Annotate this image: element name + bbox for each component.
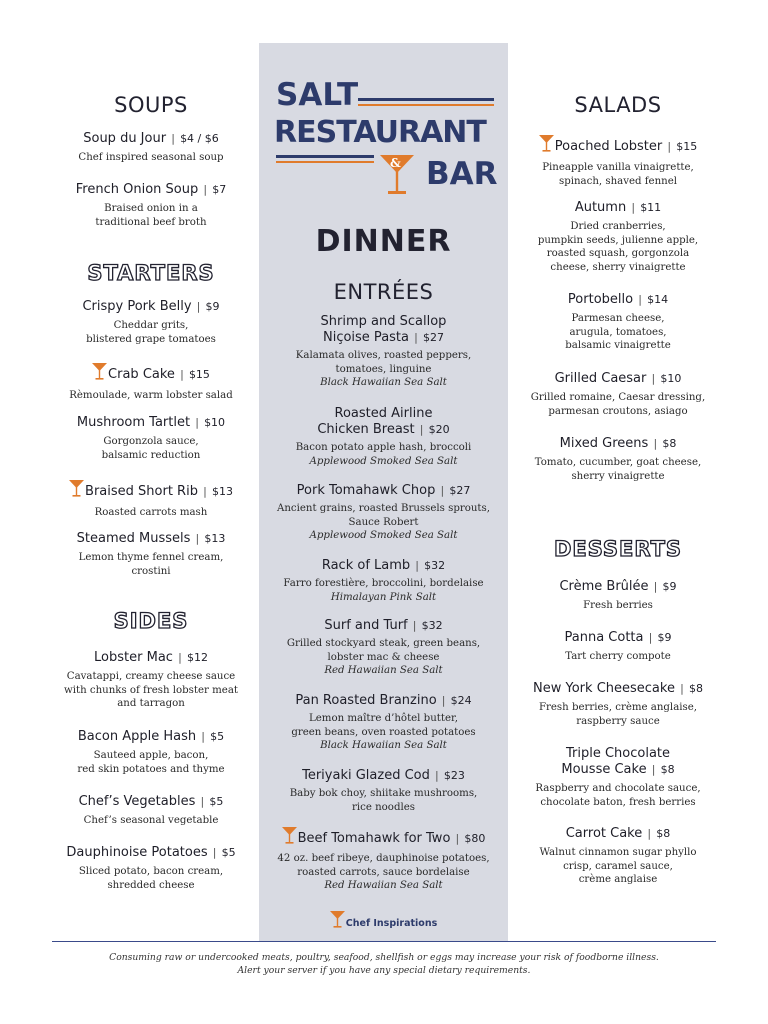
item-name: Mixed Greens [559,436,649,451]
item-price: $27 [423,331,444,344]
item-description: Braised onion in a traditional beef broth [95,203,207,228]
item-price: $10 [204,416,226,429]
item-name: Mousse Cake [561,762,647,777]
item-description: Tomato, cucumber, goat cheese, sherry vinaigrette [534,457,702,482]
menu-item: Grilled Caesar | $10 Grilled romaine, Caesar dressing, parmesan croutons, asiago [508,371,728,418]
item-price: $13 [211,485,233,498]
item-name: Autumn [574,200,627,215]
item-price: $5 [209,795,224,808]
item-name: Triple Chocolate [565,746,671,761]
item-name: New York Cheesecake [533,681,675,696]
item-price: $32 [421,619,443,632]
menu-item: Mushroom Tartlet | $10 Gorgonzola sauce, balsamic reduction [40,415,262,462]
disclaimer-line: Alert your server if you have any special dietary requirements. [237,964,531,976]
menu-item: Triple Chocolate Mousse Cake | $8 Raspberry and chocolate sauce, chocolate baton, fresh berries [508,746,728,809]
disclaimer [0,952,768,977]
item-name: Roasted Airline [334,406,433,421]
menu-item: Roasted Airline Chicken Breast | $20 Bacon potato apple hash, broccoli Applewood Smoked Sea Salt [259,406,508,469]
menu-item: Steamed Mussels | $13 Lemon thyme fennel cream, crostini [40,531,262,578]
item-price: $9 [657,631,672,644]
menu-item: Bacon Apple Hash | $5 Sauteed apple, bacon, red skin potatoes and thyme [40,729,262,776]
menu-item: Braised Short Rib | $13 Roasted carrots mash [40,480,262,520]
item-description: Raspberry and chocolate sauce, chocolate baton, fresh berries [535,783,701,808]
item-price: $7 [212,183,227,196]
martini-glass-icon [92,363,107,385]
item-description: Fresh berries, crème anglaise, raspberry sauce [538,702,698,727]
item-name: Teriyaki Glazed Cod [302,768,430,783]
item-name: Panna Cotta [564,630,644,645]
menu-item: Pork Tomahawk Chop | $27 Ancient grains, roasted Brussels sprouts, Sauce Robert Applewood Smoked Sea Salt [259,483,508,543]
menu-item: Poached Lobster | $15 Pineapple vanilla vinaigrette, spinach, shaved fennel [508,135,728,188]
item-description: Dried cranberries, pumpkin seeds, julienne apple, roasted squash, gorgonzola cheese, sherry vinaigrette [537,221,699,273]
item-description: Grilled stockyard steak, green beans, lobster mac & cheese [286,638,481,663]
middle-column [259,0,508,940]
item-price: $80 [464,832,486,845]
menu-title: DINNER [315,224,452,259]
item-name: Bacon Apple Hash [77,729,197,744]
item-name: Soup du Jour [83,131,167,146]
item-description: Fresh berries [583,600,653,611]
item-description: Parmesan cheese, arugula, tomatoes, balsamic vinaigrette [565,313,671,351]
menu-item: New York Cheesecake | $8 Fresh berries, crème anglaise, raspberry sauce [508,681,728,728]
soups-title: SOUPS [114,93,188,117]
item-price: $9 [205,300,220,313]
item-salt: Red Hawaiian Sea Salt [324,665,443,676]
item-name: Grilled Caesar [554,371,647,386]
footer-divider [52,941,716,942]
chef-inspirations-legend [259,911,508,932]
item-name: Lobster Mac [94,650,173,665]
menu-item: Pan Roasted Branzino | $24 Lemon maître d’hôtel butter, green beans, oven roasted potatoes Black Hawaiian Sea Salt [259,693,508,753]
logo-salt: SALT [276,77,359,113]
item-description: Kalamata olives, roasted peppers, tomatoes, linguine [295,350,472,375]
item-name: Mushroom Tartlet [76,415,191,430]
item-description: Chef inspired seasonal soup [78,152,224,163]
menu-item: Teriyaki Glazed Cod | $23 Baby bok choy, shiitake mushrooms, rice noodles [259,768,508,814]
item-name: Pork Tomahawk Chop [296,483,436,498]
item-description: Grilled romaine, Caesar dressing, parmesan croutons, asiago [530,392,706,417]
item-salt: Applewood Smoked Sea Salt [309,455,458,467]
item-price: $9 [662,580,677,593]
menu-item: Mixed Greens | $8 Tomato, cucumber, goat cheese, sherry vinaigrette [508,436,728,483]
item-price: $5 [221,846,236,859]
item-name: Poached Lobster [554,139,663,154]
salads-title: SALADS [574,93,662,117]
legend-label: Chef Inspirations [345,918,438,929]
item-price: $11 [640,201,662,214]
item-price: $12 [186,651,208,664]
item-name: Steamed Mussels [76,531,191,546]
menu-item: Soup du Jour | $4 / $6 Chef inspired seasonal soup [40,131,262,165]
item-name: Pan Roasted Branzino [295,693,437,708]
logo-restaurant: RESTAURANT [274,115,486,150]
menu-item: Crispy Pork Belly | $9 Cheddar grits, blistered grape tomatoes [40,299,262,346]
item-price: $23 [443,769,465,782]
item-description: Roasted carrots mash [94,507,208,518]
item-name: Niçoise Pasta [322,330,409,345]
logo-bar: BAR [426,156,498,192]
item-salt: Red Hawaiian Sea Salt [324,880,443,891]
menu-item: Beef Tomahawk for Two | $80 42 oz. beef ribeye, dauphinoise potatoes, roasted carrots, sauce bordelaise Red Hawaiian Sea Salt [259,827,508,893]
item-price: $20 [428,423,450,436]
item-price: $4 / $6 [180,132,219,145]
item-name: Dauphinoise Potatoes [66,845,208,860]
item-description: Lemon maître d’hôtel butter, green beans, oven roasted potatoes [291,713,476,738]
item-price: $8 [660,763,675,776]
menu-item: Chef’s Vegetables | $5 Chef’s seasonal vegetable [40,794,262,828]
menu-item: Crème Brûlée | $9 Fresh berries [508,579,728,613]
item-price: $14 [647,293,669,306]
item-description: Chef’s seasonal vegetable [83,815,219,826]
item-salt: Himalayan Pink Salt [330,591,437,603]
item-salt: Applewood Smoked Sea Salt [309,530,458,541]
item-price: $27 [449,484,471,497]
item-description: Lemon thyme fennel cream, crostini [78,552,224,577]
item-name: Crispy Pork Belly [82,299,192,314]
item-price: $5 [210,730,225,743]
menu-item: Crab Cake | $15 Rèmoulade, warm lobster salad [40,363,262,403]
menu-item: Autumn | $11 Dried cranberries, pumpkin seeds, julienne apple, roasted squash, gorgonzola cheese, sherry vinaigrette [508,200,728,274]
menu-item: Panna Cotta | $9 Tart cherry compote [508,630,728,664]
menu-item: Portobello | $14 Parmesan cheese, arugula, tomatoes, balsamic vinaigrette [508,292,728,353]
item-name: Surf and Turf [324,618,408,633]
disclaimer-line: Consuming raw or undercooked meats, poultry, seafood, shellfish or eggs may increase your risk of foodborne illness. [109,952,659,963]
item-description: Bacon potato apple hash, broccoli [295,442,472,453]
item-price: $15 [188,368,210,381]
item-name: Chef’s Vegetables [78,794,196,809]
starters-title: STARTERS [87,261,215,285]
item-salt: Black Hawaiian Sea Salt [320,740,447,751]
item-description: Baby bok choy, shiitake mushrooms, rice noodles [289,788,478,813]
item-salt: Black Hawaiian Sea Salt [320,377,447,388]
item-description: Tart cherry compote [565,651,671,662]
item-name: Shrimp and Scallop [320,314,447,329]
item-price: $32 [424,559,446,572]
item-price: $8 [662,437,677,450]
martini-glass-icon [539,135,554,157]
martini-glass-icon [282,827,297,849]
item-price: $8 [688,682,703,695]
martini-glass-icon [69,480,84,502]
item-description: Cheddar grits, blistered grape tomatoes [86,320,216,345]
entrees-title: ENTRÉES [333,280,434,304]
item-price: $8 [656,827,671,840]
item-description: Walnut cinnamon sugar phyllo crisp, caramel sauce, crème anglaise [539,847,697,885]
item-description: Ancient grains, roasted Brussels sprouts, Sauce Robert [277,503,490,528]
item-price: $24 [450,694,472,707]
item-name: Crab Cake [108,367,175,382]
desserts-title: DESSERTS [553,537,683,561]
item-description: Cavatappi, creamy cheese sauce with chunks of fresh lobster meat and tarragon [64,671,238,709]
item-price: $15 [676,140,698,153]
item-description: Gorgonzola sauce, balsamic reduction [101,436,201,461]
item-name: Portobello [567,292,634,307]
item-name: Beef Tomahawk for Two [297,831,451,846]
item-description: Farro forestière, broccolini, bordelaise [283,578,484,589]
item-name: French Onion Soup [75,182,199,197]
menu-item: Lobster Mac | $12 Cavatappi, creamy cheese sauce with chunks of fresh lobster meat and tarragon [40,650,262,711]
item-description: Rèmoulade, warm lobster salad [69,390,233,401]
item-name: Crème Brûlée [559,579,649,594]
item-price: $10 [660,372,682,385]
sides-title: SIDES [113,609,189,633]
martini-glass-icon [330,911,345,932]
left-column [40,0,262,940]
item-description: Pineapple vanilla vinaigrette, spinach, shaved fennel [542,162,694,187]
menu-item: Rack of Lamb | $32 Farro forestière, broccolini, bordelaise Himalayan Pink Salt [259,558,508,605]
item-description: Sauteed apple, bacon, red skin potatoes and thyme [77,750,225,775]
menu-item: Surf and Turf | $32 Grilled stockyard steak, green beans, lobster mac & cheese Red Hawaiian Sea Salt [259,618,508,678]
menu-item: Shrimp and Scallop Niçoise Pasta | $27 Kalamata olives, roasted peppers, tomatoes, linguine Black Hawaiian Sea Salt [259,314,508,390]
item-name: Braised Short Rib [85,484,198,499]
item-description: 42 oz. beef ribeye, dauphinoise potatoes, roasted carrots, sauce bordelaise [277,853,490,878]
menu-item: Dauphinoise Potatoes | $5 Sliced potato, bacon cream, shredded cheese [40,845,262,892]
item-name: Rack of Lamb [321,558,411,573]
item-name: Carrot Cake [565,826,643,841]
logo-ampersand: & [390,156,401,170]
item-name: Chicken Breast [317,422,415,437]
item-price: $13 [204,532,226,545]
item-description: Sliced potato, bacon cream, shredded cheese [78,866,224,891]
right-column [508,0,728,940]
menu-item: French Onion Soup | $7 Braised onion in a traditional beef broth [40,182,262,229]
menu-item: Carrot Cake | $8 Walnut cinnamon sugar phyllo crisp, caramel sauce, crème anglaise [508,826,728,887]
